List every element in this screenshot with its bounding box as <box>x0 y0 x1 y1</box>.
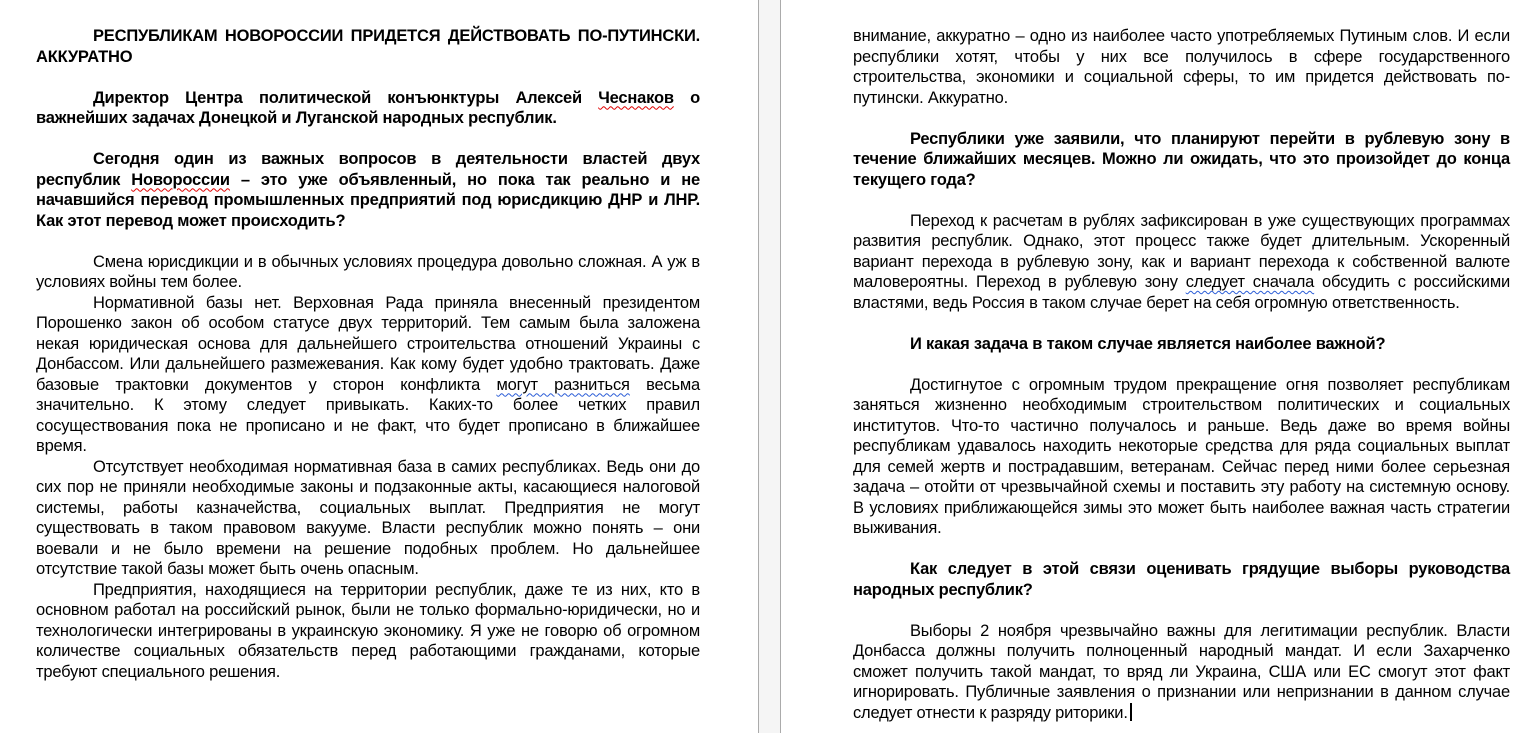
text-run: весьма значительно. К этому следует привыкать. Каких-то более четких правил сосуществования пока не прописано и не факт, что будет прописано в ближайшее время. <box>36 375 700 455</box>
text-run: Отсутствует необходимая нормативная база в самих республиках. Ведь они до сих пор не приняли необходимые законы и подзаконные акты, касающиеся налоговой системы, работы казначейства, социальных выплат. Предприятия не могут существовать в таком правовом вакууме. Власти республик можно понять – они воевали и не было времени на решение подобных проблем. Но дальнейшее отсутствие такой базы может быть очень опасным. <box>36 457 700 578</box>
text-run: Директор Центра политической конъюнктуры Алексей <box>93 88 599 107</box>
text-cursor <box>1130 703 1132 721</box>
body-paragraph[interactable] <box>36 580 700 683</box>
question-paragraph[interactable] <box>853 334 1510 355</box>
text-run: внимание, аккуратно – одно из наиболее часто употребляемых Путиным слов. И если республики хотят, чтобы у них все получилось в сфере государственного строительства, экономики и социальной сферы, то им придется действовать по-путински. Аккуратно. <box>853 27 1510 107</box>
question-paragraph[interactable] <box>853 129 1510 191</box>
text-run: Как следует в этой связи оценивать грядущие выборы руководства народных республик? <box>853 560 1510 599</box>
text-run: – это уже объявленный, но пока так реально и не начавшийся перевод промышленных предприятий под юрисдикцию ДНР и ЛНР. Как этот перевод может происходить? <box>36 170 700 230</box>
text-run: Переход к расчетам в рублях зафиксирован в уже существующих программах развития республик. Однако, этот процесс также будет длительным. Ускоренный вариант перехода в рублевую зону, как и вариант перехода к собственной валюте маловероятны. Переход в рублевую зону <box>853 211 1510 291</box>
text-run: обсудить с российскими властями, ведь Россия в таком случае берет на себя огромную ответственность. <box>853 273 1510 312</box>
title-line: РЕСПУБЛИКАМ НОВОРОССИИ ПРИДЕТСЯ ДЕЙСТВОВАТЬ ПО-ПУТИНСКИ. <box>93 27 700 45</box>
text-run: Выборы 2 ноября чрезвычайно важны для легитимации республик. Власти Донбасса должны получить полноценный народный мандат. И если Захарченко сможет получить такой мандат, то вряд ли Украина, США или ЕС смогут этот факт игнорировать. Публичные заявления о признании или непризнании в данном случае следует отнести к разряду риторики. <box>853 621 1510 722</box>
page-2-content[interactable] <box>853 26 1510 723</box>
lead-paragraph[interactable] <box>36 88 700 129</box>
page-1-content[interactable] <box>36 26 700 682</box>
spelling-error-underline: Новороссии <box>131 170 230 189</box>
question-paragraph[interactable] <box>853 559 1510 600</box>
text-run: И какая задача в таком случае является наиболее важной? <box>910 334 1386 353</box>
grammar-error-underline: следует сначала <box>1185 273 1315 291</box>
question-paragraph[interactable] <box>36 149 700 231</box>
body-paragraph[interactable] <box>36 293 700 457</box>
page-2[interactable] <box>780 0 1535 733</box>
page-gutter <box>760 0 780 733</box>
body-paragraph[interactable] <box>853 375 1510 539</box>
document-title[interactable] <box>36 26 700 67</box>
text-run: Нормативной базы нет. Верховная Рада приняла внесенный президентом Порошенко закон об особом статусе двух территорий. Тем самым была заложена некая юридическая основа для дальнейшего строительства отношений Украины с Донбассом. Или дальнейшего размежевания. Как кому будет удобно трактовать. Даже базовые трактовки документов у сторон конфликта <box>36 293 700 394</box>
text-run: Республики уже заявили, что планируют перейти в рублевую зону в течение ближайших месяцев. Можно ли ожидать, что это произойдет до конца текущего года? <box>853 129 1510 189</box>
grammar-error-underline: могут разниться <box>496 375 630 394</box>
body-paragraph[interactable] <box>853 621 1510 724</box>
body-paragraph[interactable] <box>36 252 700 293</box>
title-line: АККУРАТНО <box>36 47 133 66</box>
text-run: Сегодня один из важных вопросов в деятельности властей двух республик <box>36 150 700 189</box>
body-paragraph-continuation[interactable] <box>853 26 1510 108</box>
text-run: Предприятия, находящиеся на территории республик, даже те из них, кто в основном работал на российский рынок, были не только формально-юридически, но и технологически интегрированы в украинскую экономику. Я уже не говорю об огромном количестве социальных обязательств перед работающими гражданами, которые требуют специального решения. <box>36 580 700 681</box>
text-run: Смена юрисдикции и в обычных условиях процедура довольно сложная. А уж в условиях войны тем более. <box>36 252 700 291</box>
body-paragraph[interactable] <box>36 457 700 580</box>
text-run: Достигнутое с огромным трудом прекращение огня позволяет республикам заняться жизненно необходимым строительством политических и социальных институтов. Что-то частично получалось и раньше. Ведь даже во время войны республикам удавалось находить некоторые средства для ряда социальных выплат для семей жертв и пострадавшим, ветеранам. Сейчас перед ними более серьезная задача – отойти от чрезвычайной схемы и поставить эту работу на системную основу. В условиях приближающейся зимы это может быть наиболее важная часть стратегии выживания. <box>853 375 1510 537</box>
body-paragraph[interactable] <box>853 211 1510 314</box>
page-1[interactable] <box>0 0 759 733</box>
spelling-error-underline: Чеснаков <box>598 88 674 107</box>
text-run: о важнейших задачах Донецкой и Луганской народных республик. <box>36 88 700 127</box>
